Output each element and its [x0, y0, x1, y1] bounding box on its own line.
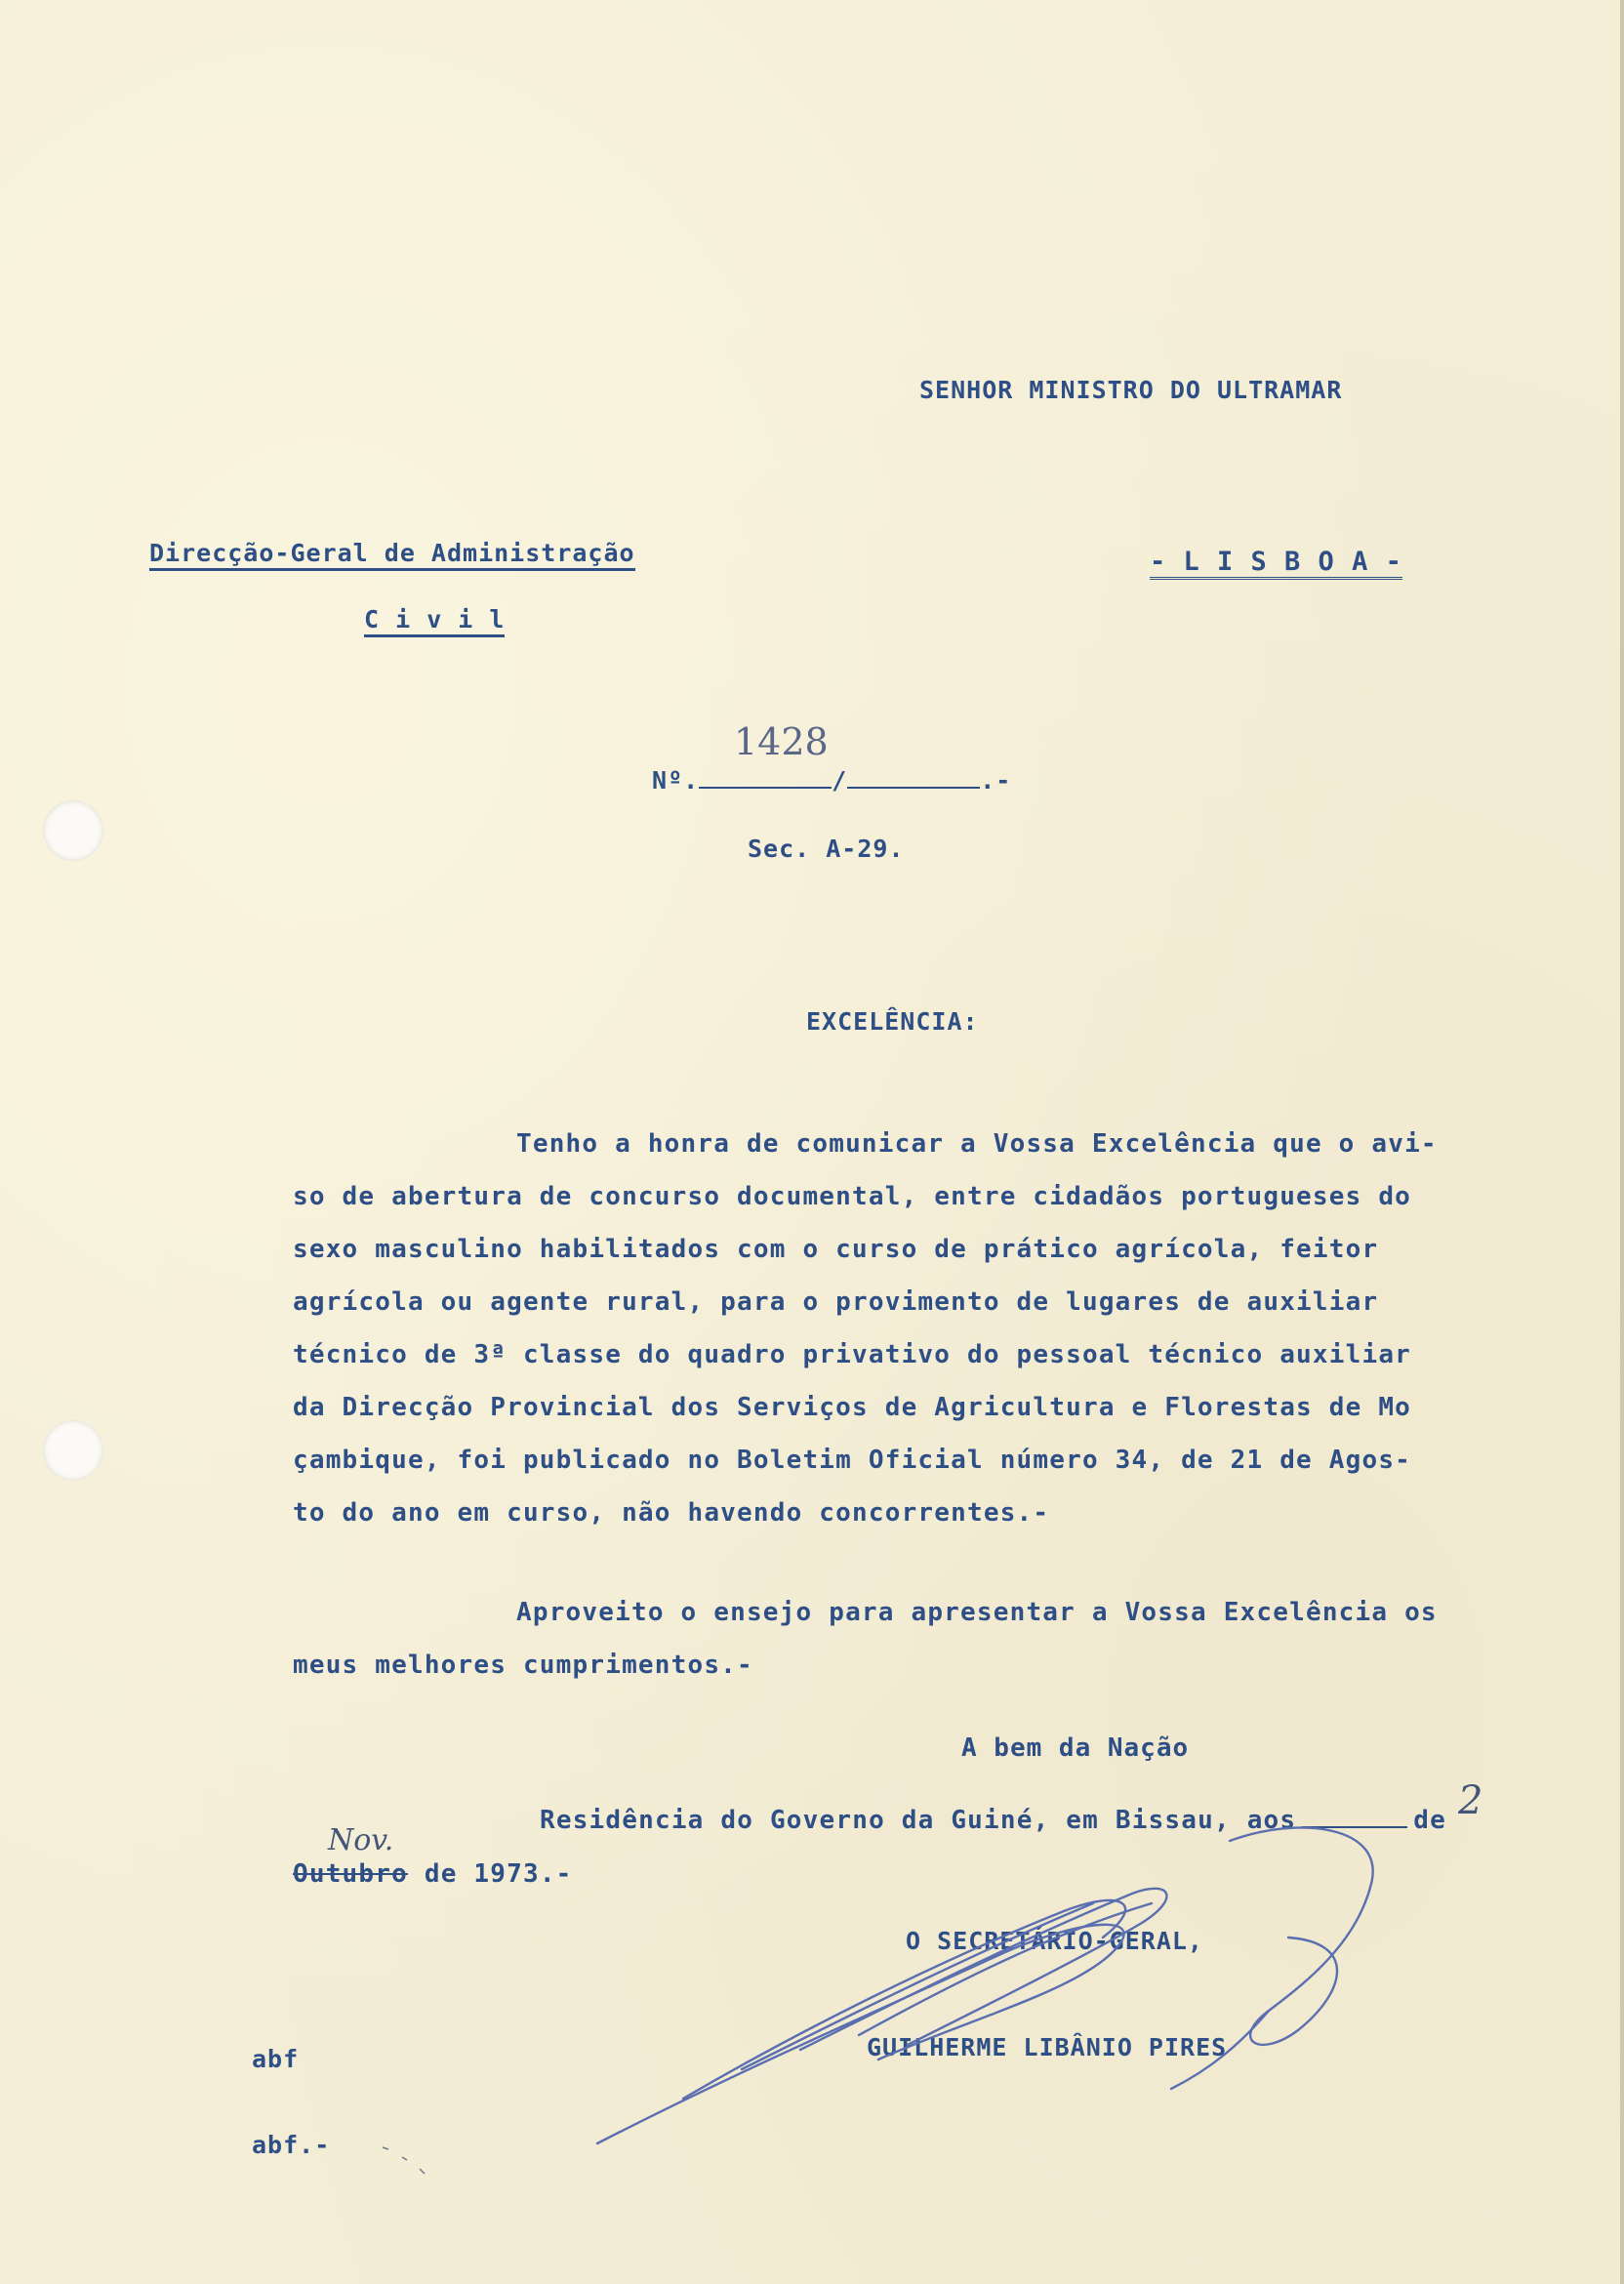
salutation: EXCELÊNCIA:	[806, 1007, 979, 1036]
number-suffix: .-	[980, 766, 1012, 795]
body-line: Aproveito o ensejo para apresentar a Vossa Excelência os	[516, 1598, 1438, 1627]
signer-name: GUILHERME LIBÂNIO PIRES	[867, 2033, 1228, 2061]
handwritten-day: 2	[1458, 1778, 1483, 1823]
department-line-1: Direcção-Geral de Administração	[149, 539, 635, 571]
handwritten-month: Nov.	[328, 1823, 394, 1857]
body-line: meus melhores cumprimentos.-	[293, 1651, 753, 1680]
number-slash: /	[832, 766, 848, 795]
typist-initials-1: abf	[252, 2045, 300, 2073]
body-line: sexo masculino habilitados com o curso de prático agrícola, feitor	[293, 1235, 1379, 1264]
department-line-2: C i v i l	[364, 605, 505, 637]
closing-motto: A bem da Nação	[961, 1733, 1190, 1763]
body-line: çambique, foi publicado no Boletim Oficial número 34, de 21 de Agos-	[293, 1446, 1412, 1475]
section-code: Sec. A-29.	[748, 835, 905, 863]
body-line: da Direcção Provincial dos Serviços de Agricultura e Florestas de Mo	[293, 1393, 1412, 1422]
body-line: Tenho a honra de comunicar a Vossa Excelência que o avi-	[516, 1129, 1438, 1159]
body-line: to do ano em curso, não havendo concorrentes.-	[293, 1498, 1050, 1528]
place-de: de	[1413, 1806, 1446, 1835]
city: - L I S B O A -	[1150, 547, 1402, 580]
addressee: SENHOR MINISTRO DO ULTRAMAR	[919, 376, 1343, 404]
body-line: so de abertura de concurso documental, entre cidadãos portugueses do	[293, 1182, 1412, 1211]
struck-month: Outubro	[293, 1859, 408, 1889]
body-line: agrícola ou agente rural, para o provimento de lugares de auxiliar	[293, 1287, 1379, 1317]
body-line: técnico de 3ª classe do quadro privativo do pessoal técnico auxiliar	[293, 1340, 1412, 1369]
typist-initials-2: abf.-	[252, 2131, 331, 2159]
number-prefix: Nº.	[652, 766, 700, 795]
place-text: Residência do Governo da Guiné, em Bissau, aos	[540, 1806, 1297, 1835]
year-text: de 1973.-	[424, 1859, 573, 1889]
handwritten-number: 1428	[734, 720, 829, 763]
signer-title: O SECRETÁRIO-GERAL,	[906, 1927, 1203, 1955]
